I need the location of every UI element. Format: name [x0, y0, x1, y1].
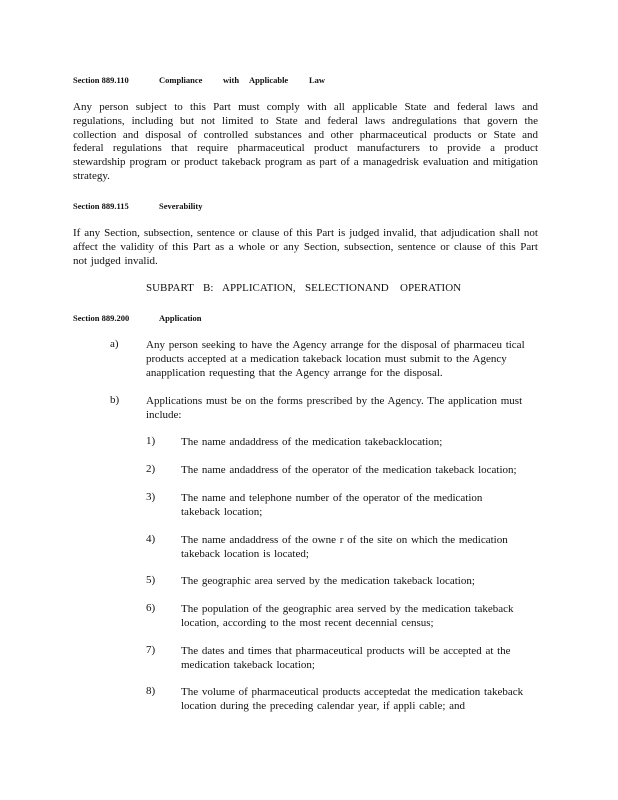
sub-item-text: The name andaddress of the owne r of the site on which the medication takeback location is located; [181, 534, 508, 560]
subpart-word: SELECTIONAND [305, 282, 389, 294]
section-number: Section 889.200 [73, 313, 130, 323]
section-110-body: Any person subject to this Part must comply with all applicable State and federal laws and regulations, including but not limited to State and federal laws andregulations that govern the collection and disposal of controlled substances and other pharmaceutical products or State and federal regulations that require pharmaceutical product manufacturers to provide a product stewardship program or product takeback program as part of a managedrisk evaluation and mitigation strategy. [73, 101, 538, 182]
item-a-label: a) [110, 338, 119, 350]
sub-item-label: 2) [146, 463, 156, 475]
section-title-word: with [223, 75, 240, 85]
section-title-word: Law [309, 75, 326, 85]
subpart-word: OPERATION [400, 282, 462, 294]
sub-item-text: The name and telephone number of the operator of the medication takeback location; [181, 492, 483, 518]
sub-item-text: The name andaddress of the operator of the medication takeback location; [181, 464, 517, 476]
item-b-text: Applications must be on the forms prescribed by the Agency. The application must include: [146, 395, 523, 421]
subpart-word: SUBPART [146, 282, 194, 294]
subpart-word: B: [203, 282, 214, 294]
sub-item-text: The geographic area served by the medication takeback location; [181, 575, 475, 587]
section-115-body: If any Section, subsection, sentence or clause of this Part is judged invalid, that adjudication shall not affect the validity of this Part as a whole or any Section, subsection, sentence or clause of this Part not judged invalid. [73, 227, 538, 267]
sub-item-text: The population of the geographic area served by the medication takeback location, according to the most recent decennial census; [181, 603, 514, 629]
sub-item-label: 4) [146, 533, 156, 545]
section-number: Section 889.115 [73, 201, 129, 211]
section-title: Severability [159, 201, 203, 211]
item-b-label: b) [110, 394, 120, 406]
sub-item-label: 1) [146, 435, 156, 447]
section-title-word: Applicable [249, 75, 289, 85]
sub-item-label: 7) [146, 644, 156, 656]
sub-item-text: The volume of pharmaceutical products acceptedat the medication takeback location during the preceding calendar year, if appli cable; and [181, 686, 524, 712]
sub-item-label: 3) [146, 491, 156, 503]
sub-item-label: 5) [146, 574, 156, 586]
sub-item-text: The dates and times that pharmaceutical products will be accepted at the medication takeback location; [181, 645, 511, 671]
sub-item-text: The name andaddress of the medication takebacklocation; [181, 436, 443, 448]
section-title-word: Compliance [159, 75, 203, 85]
subpart-word: APPLICATION, [222, 282, 296, 294]
section-title: Application [159, 313, 202, 323]
sub-item-label: 6) [146, 602, 156, 614]
sub-item-label: 8) [146, 685, 156, 697]
section-number: Section 889.110 [73, 75, 129, 85]
item-a-text: Any person seeking to have the Agency arrange for the disposal of pharmaceu tical products accepted at a medication takeback location must submit to the Agency anapplication requesting that the Agency arrange for the disposal. [146, 339, 525, 379]
